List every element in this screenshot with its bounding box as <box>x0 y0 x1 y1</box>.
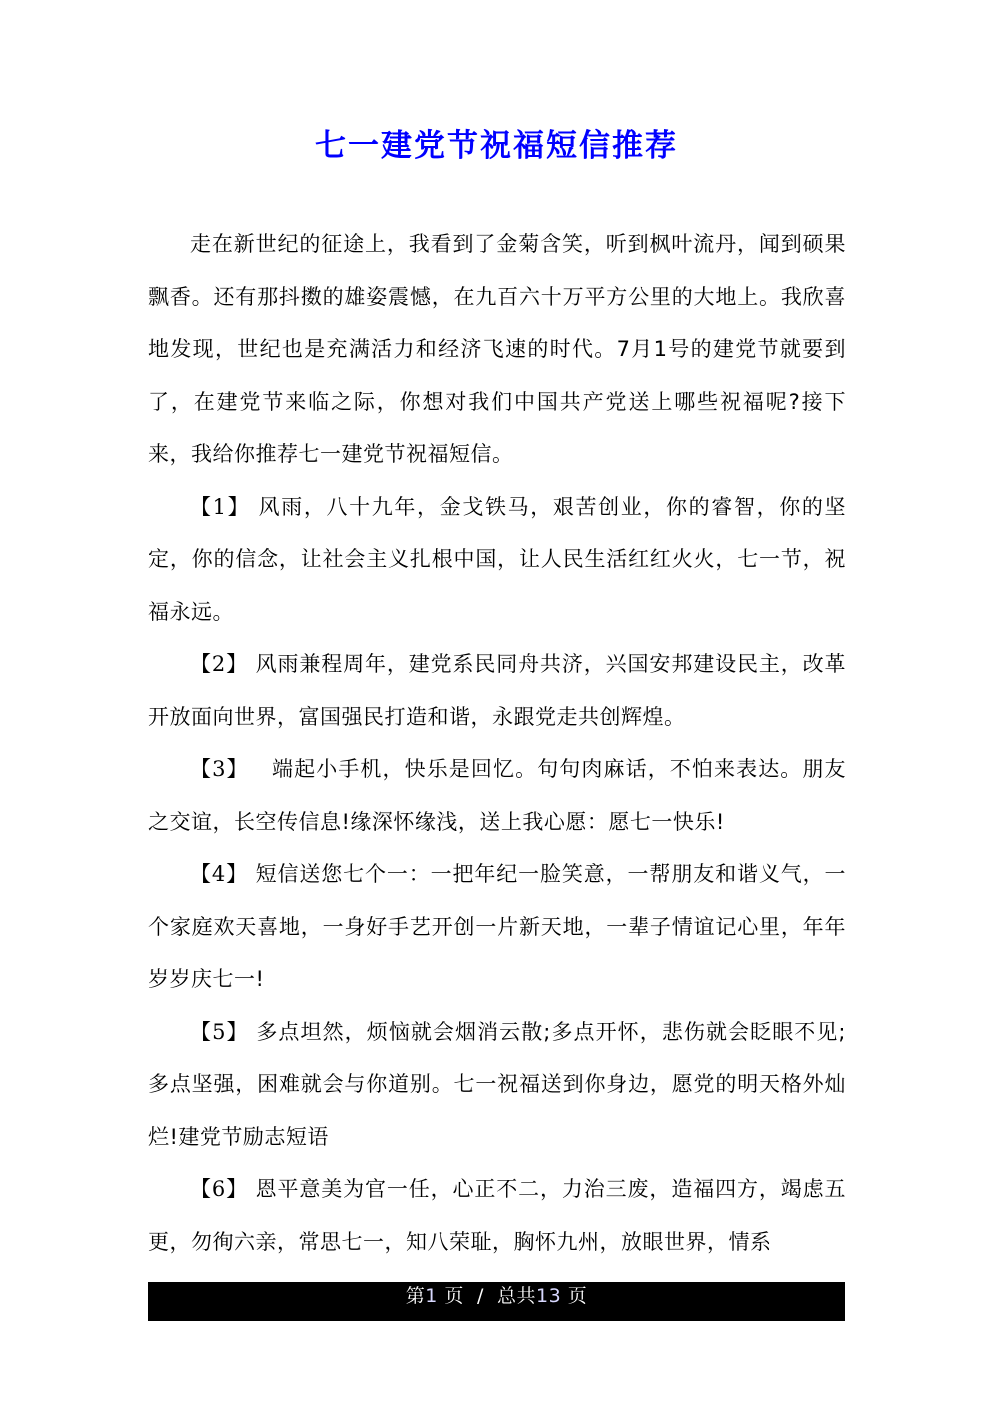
page-prefix: 第 <box>405 1285 426 1307</box>
current-page-number: 1 <box>425 1285 438 1307</box>
total-suffix: 页 <box>567 1285 588 1307</box>
message-number: 【4】 <box>190 862 249 886</box>
message-paragraph-5 <box>148 1006 846 1164</box>
document-title: 七一建党节祝福短信推荐 <box>315 128 678 164</box>
paragraph-text: 多点坦然，烦恼就会烟消云散;多点开怀，悲伤就会眨眼不见;多点坚强，困难就会与你道别。七一祝福送到你身边，愿党的明天格外灿烂!建党节励志短语 <box>148 1019 846 1149</box>
total-pages-number: 13 <box>536 1285 562 1307</box>
message-paragraph-3 <box>148 743 846 848</box>
message-number: 【1】 <box>190 494 251 519</box>
document-body <box>148 218 846 1268</box>
message-number: 【6】 <box>190 1177 249 1201</box>
paragraph-text: 风雨兼程周年，建党系民同舟共济，兴国安邦建设民主，改革开放面向世界，富国强民打造和谐，永跟党走共创辉煌。 <box>148 652 846 729</box>
page-footer-bar <box>148 1282 845 1321</box>
page-separator: / <box>477 1285 484 1307</box>
paragraph-text: 风雨，八十九年，金戈铁马，艰苦创业，你的睿智，你的坚定，你的信念，让社会主义扎根中国，让人民生活红红火火，七一节，祝福永远。 <box>148 494 846 624</box>
message-paragraph-2 <box>148 638 846 743</box>
total-prefix: 总共 <box>497 1285 537 1307</box>
message-paragraph-1 <box>148 481 846 639</box>
message-number: 【2】 <box>190 652 249 676</box>
intro-paragraph <box>148 218 846 481</box>
paragraph-text: 端起小手机，快乐是回忆。句句肉麻话，不怕来表达。朋友之交谊，长空传信息!缘深怀缘浅，送上我心愿：愿七一快乐! <box>148 757 846 834</box>
paragraph-text: 走在新世纪的征途上，我看到了金菊含笑，听到枫叶流丹，闻到硕果飘香。还有那抖擞的雄姿震憾，在九百六十万平方公里的大地上。我欣喜地发现，世纪也是充满活力和经济飞速的时代。7月1号的建党节就要到了，在建党节来临之际，你想对我们中国共产党送上哪些祝福呢?接下来，我给你推荐七一建党节祝福短信。 <box>148 232 846 466</box>
message-number: 【5】 <box>190 1019 249 1044</box>
message-paragraph-6 <box>148 1163 846 1268</box>
page-indicator <box>406 1283 588 1309</box>
paragraph-text: 短信送您七个一：一把年纪一脸笑意，一帮朋友和谐义气，一个家庭欢天喜地，一身好手艺开创一片新天地，一辈子情谊记心里，年年岁岁庆七一! <box>148 862 846 991</box>
paragraph-text: 恩平意美为官一任，心正不二，力治三废，造福四方，竭虑五更，勿徇六亲，常思七一，知八荣耻，胸怀九州，放眼世界，情系 <box>148 1177 846 1254</box>
page-word: 页 <box>444 1285 464 1307</box>
message-number: 【3】 <box>190 757 249 781</box>
message-paragraph-4 <box>148 848 846 1006</box>
